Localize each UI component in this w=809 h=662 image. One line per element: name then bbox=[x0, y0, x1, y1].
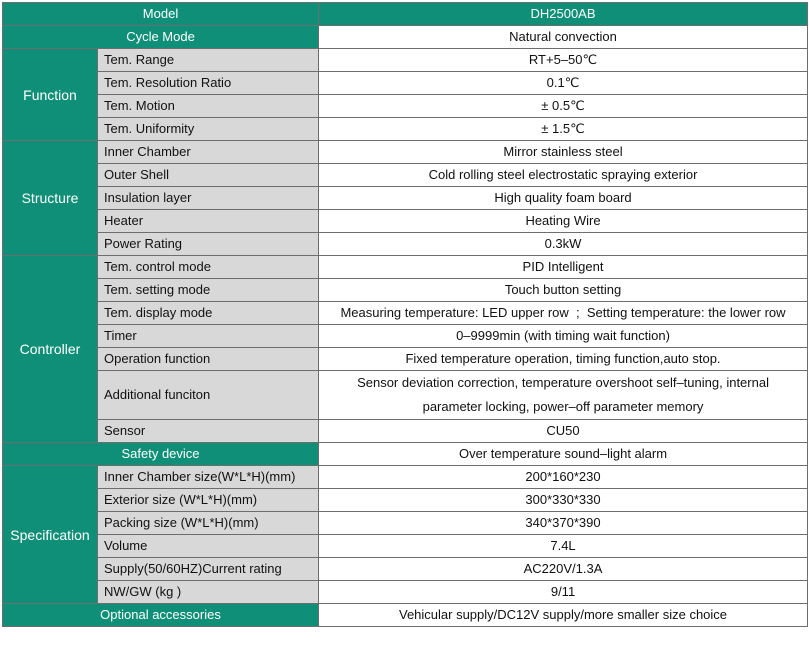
table-row bbox=[3, 256, 808, 279]
table-row bbox=[3, 279, 808, 302]
row-label: Additional funciton bbox=[98, 371, 319, 420]
row-label: Packing size (W*L*H)(mm) bbox=[98, 512, 319, 535]
row-label: Tem. Range bbox=[98, 49, 319, 72]
row-label: Insulation layer bbox=[98, 187, 319, 210]
row-value: Touch button setting bbox=[319, 279, 808, 302]
safety-device-label: Safety device bbox=[3, 443, 319, 466]
row-label: Tem. Uniformity bbox=[98, 118, 319, 141]
row-value: Sensor deviation correction, temperature overshoot self–tuning, internal parameter locking, power–off parameter memory bbox=[319, 371, 808, 420]
table-row bbox=[3, 420, 808, 443]
row-value: Cold rolling steel electrostatic spraying exterior bbox=[319, 164, 808, 187]
spec-table bbox=[2, 2, 808, 627]
function-category: Function bbox=[3, 49, 98, 141]
table-row bbox=[3, 95, 808, 118]
table-row bbox=[3, 187, 808, 210]
table-row bbox=[3, 443, 808, 466]
table-row bbox=[3, 466, 808, 489]
row-value: 340*370*390 bbox=[319, 512, 808, 535]
table-row bbox=[3, 164, 808, 187]
row-label: Tem. Motion bbox=[98, 95, 319, 118]
table-row bbox=[3, 371, 808, 420]
row-label: Tem. Resolution Ratio bbox=[98, 72, 319, 95]
table-row bbox=[3, 233, 808, 256]
table-row bbox=[3, 558, 808, 581]
row-value: 300*330*330 bbox=[319, 489, 808, 512]
row-label: Inner Chamber size(W*L*H)(mm) bbox=[98, 466, 319, 489]
row-label: Tem. display mode bbox=[98, 302, 319, 325]
row-value: 0–9999min (with timing wait function) bbox=[319, 325, 808, 348]
table-row bbox=[3, 26, 808, 49]
row-value: 0.3kW bbox=[319, 233, 808, 256]
row-value: Heating Wire bbox=[319, 210, 808, 233]
row-label: NW/GW (kg ) bbox=[98, 581, 319, 604]
table-row bbox=[3, 581, 808, 604]
row-label: Tem. setting mode bbox=[98, 279, 319, 302]
table-row bbox=[3, 3, 808, 26]
table-row bbox=[3, 348, 808, 371]
row-value: 200*160*230 bbox=[319, 466, 808, 489]
row-value: AC220V/1.3A bbox=[319, 558, 808, 581]
row-value: CU50 bbox=[319, 420, 808, 443]
row-label: Exterior size (W*L*H)(mm) bbox=[98, 489, 319, 512]
model-value: DH2500AB bbox=[319, 3, 808, 26]
row-value: High quality foam board bbox=[319, 187, 808, 210]
row-label: Inner Chamber bbox=[98, 141, 319, 164]
controller-category: Controller bbox=[3, 256, 98, 443]
row-value: ± 0.5℃ bbox=[319, 95, 808, 118]
table-row bbox=[3, 489, 808, 512]
specification-category: Specification bbox=[3, 466, 98, 604]
row-value: RT+5–50℃ bbox=[319, 49, 808, 72]
row-label: Volume bbox=[98, 535, 319, 558]
structure-category: Structure bbox=[3, 141, 98, 256]
table-row bbox=[3, 141, 808, 164]
cycle-mode-value: Natural convection bbox=[319, 26, 808, 49]
model-label: Model bbox=[3, 3, 319, 26]
optional-accessories-value: Vehicular supply/DC12V supply/more smaller size choice bbox=[319, 604, 808, 627]
row-value: Measuring temperature: LED upper row ; Setting temperature: the lower row bbox=[319, 302, 808, 325]
row-value: Fixed temperature operation, timing function,auto stop. bbox=[319, 348, 808, 371]
row-label: Sensor bbox=[98, 420, 319, 443]
row-label: Outer Shell bbox=[98, 164, 319, 187]
cycle-mode-label: Cycle Mode bbox=[3, 26, 319, 49]
row-value: 9/11 bbox=[319, 581, 808, 604]
table-row bbox=[3, 72, 808, 95]
row-label: Heater bbox=[98, 210, 319, 233]
safety-device-value: Over temperature sound–light alarm bbox=[319, 443, 808, 466]
row-label: Supply(50/60HZ)Current rating bbox=[98, 558, 319, 581]
row-value: 7.4L bbox=[319, 535, 808, 558]
row-value: ± 1.5℃ bbox=[319, 118, 808, 141]
row-label: Tem. control mode bbox=[98, 256, 319, 279]
optional-accessories-label: Optional accessories bbox=[3, 604, 319, 627]
table-row bbox=[3, 302, 808, 325]
table-row bbox=[3, 604, 808, 627]
table-row bbox=[3, 118, 808, 141]
row-label: Operation function bbox=[98, 348, 319, 371]
row-label: Power Rating bbox=[98, 233, 319, 256]
row-value: PID Intelligent bbox=[319, 256, 808, 279]
table-row bbox=[3, 535, 808, 558]
table-row bbox=[3, 325, 808, 348]
table-row bbox=[3, 512, 808, 535]
row-value: 0.1℃ bbox=[319, 72, 808, 95]
row-label: Timer bbox=[98, 325, 319, 348]
table-row bbox=[3, 49, 808, 72]
table-row bbox=[3, 210, 808, 233]
row-value: Mirror stainless steel bbox=[319, 141, 808, 164]
